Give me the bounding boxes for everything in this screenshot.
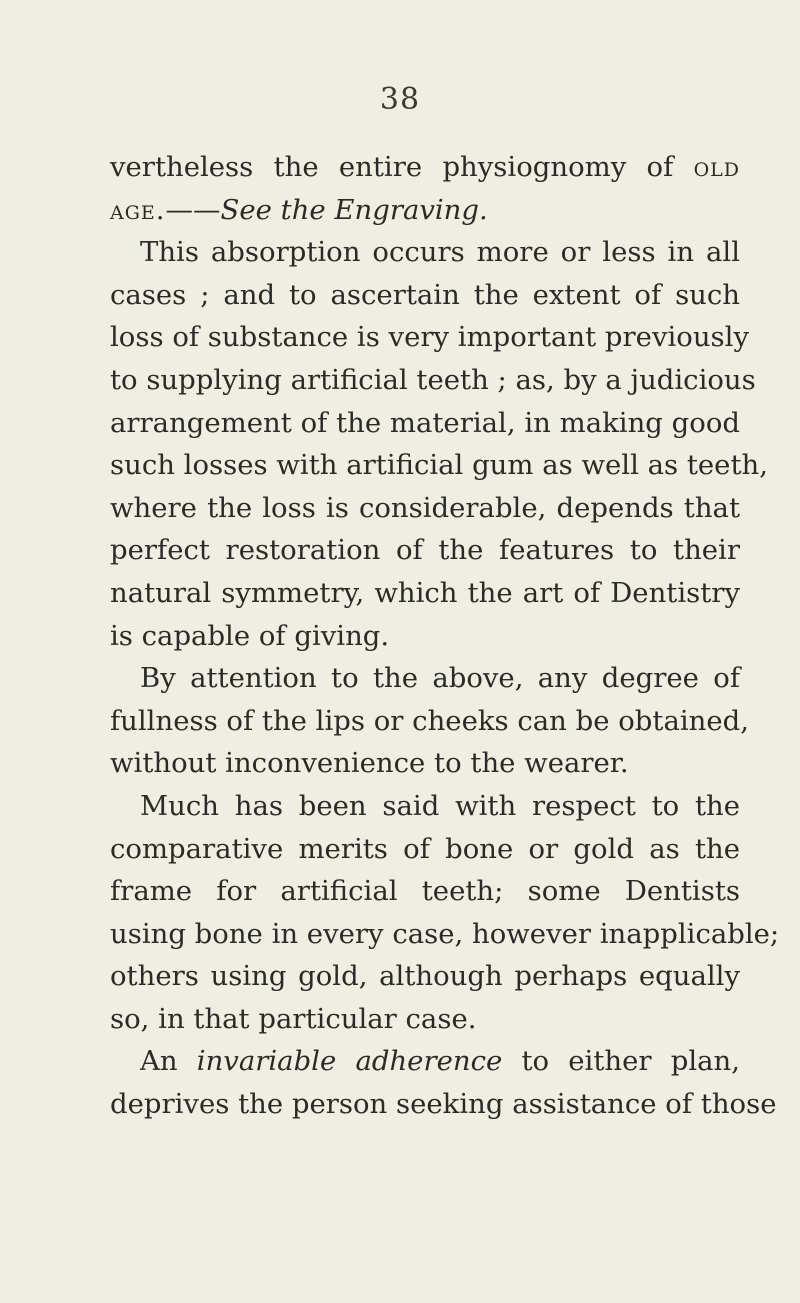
text-line: perfect restoration of the features to their [110,534,740,567]
text-line: so, in that particular case. [110,1002,477,1035]
text-line: such losses with artificial gum as well as teeth, [110,449,768,482]
text-line: frame for artificial teeth; some Dentists [110,875,740,908]
text-line: An invariable adherence to either plan, [140,1045,740,1078]
text-line: fullness of the lips or cheeks can be obtained, [110,704,749,737]
page-number: 38 [379,82,421,117]
text-line: age.——See the Engraving. [110,193,488,226]
text-line: comparative merits of bone or gold as the [110,832,740,865]
text-line: Much has been said with respect to the [140,789,740,822]
text-line: arrangement of the material, in making good [110,406,740,439]
text-line: without inconvenience to the wearer. [110,747,629,780]
text-line: vertheless the entire physiognomy of old [110,151,740,183]
text-line: loss of substance is very important previously [110,321,749,354]
text-line: cases ; and to ascertain the extent of such [110,278,740,311]
text-line: This absorption occurs more or less in all [140,236,740,269]
body-text [110,146,780,1126]
text-line: others using gold, although perhaps equally [110,960,740,993]
text-line: deprives the person seeking assistance of those [110,1088,777,1121]
text-line: By attention to the above, any degree of [140,662,740,695]
text-line: using bone in every case, however inapplicable; [110,917,780,950]
text-line: is capable of giving. [110,619,390,652]
text-line: where the loss is considerable, depends that [110,491,740,524]
text-line: to supplying artificial teeth ; as, by a judicious [110,363,756,396]
text-line: natural symmetry, which the art of Dentistry [110,576,740,609]
